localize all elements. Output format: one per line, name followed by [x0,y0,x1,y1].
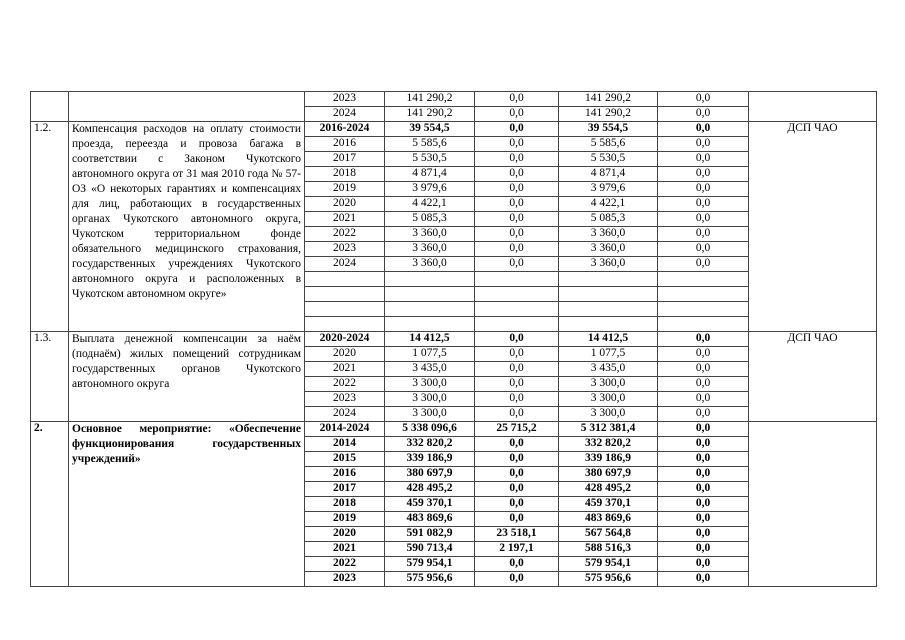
regional-cell: 1 077,5 [559,347,658,362]
other-cell: 0,0 [658,467,749,482]
other-cell: 0,0 [658,212,749,227]
federal-cell: 0,0 [475,167,559,182]
other-cell: 0,0 [658,362,749,377]
other-cell: 0,0 [658,167,749,182]
empty-cell [475,287,559,302]
year-cell: 2021 [305,362,385,377]
federal-cell: 0,0 [475,137,559,152]
federal-cell: 0,0 [475,482,559,497]
federal-cell: 2 197,1 [475,542,559,557]
year-cell: 2024 [305,257,385,272]
total-cell: 1 077,5 [385,347,475,362]
regional-cell: 14 412,5 [559,332,658,347]
federal-cell: 0,0 [475,212,559,227]
federal-cell: 0,0 [475,512,559,527]
empty-cell [305,272,385,287]
total-cell: 4 871,4 [385,167,475,182]
year-cell: 2015 [305,452,385,467]
regional-cell: 332 820,2 [559,437,658,452]
total-cell: 590 713,4 [385,542,475,557]
empty-cell [559,272,658,287]
federal-cell: 0,0 [475,227,559,242]
empty-cell [475,302,559,317]
empty-cell [475,272,559,287]
regional-cell: 459 370,1 [559,497,658,512]
regional-cell: 588 516,3 [559,542,658,557]
year-cell: 2019 [305,512,385,527]
year-cell: 2022 [305,377,385,392]
total-cell: 380 697,9 [385,467,475,482]
other-cell: 0,0 [658,542,749,557]
federal-cell: 0,0 [475,362,559,377]
section-number: 1.3. [31,332,69,422]
year-cell: 2022 [305,227,385,242]
year-cell: 2016 [305,467,385,482]
total-cell: 3 300,0 [385,377,475,392]
total-cell: 3 979,6 [385,182,475,197]
other-cell: 0,0 [658,422,749,437]
year-cell: 2022 [305,557,385,572]
executor-cell: ДСП ЧАО [749,122,877,332]
row-number-cell [31,92,69,122]
other-cell: 0,0 [658,227,749,242]
federal-cell: 0,0 [475,92,559,107]
other-cell: 0,0 [658,557,749,572]
table-row [31,332,877,347]
empty-cell [658,272,749,287]
total-cell: 141 290,2 [385,92,475,107]
executor-cell: ДСП ЧАО [749,332,877,422]
federal-cell: 0,0 [475,182,559,197]
federal-cell: 0,0 [475,572,559,587]
empty-cell [305,287,385,302]
other-cell: 0,0 [658,572,749,587]
regional-cell: 567 564,8 [559,527,658,542]
total-cell: 575 956,6 [385,572,475,587]
total-cell: 14 412,5 [385,332,475,347]
regional-cell: 483 869,6 [559,512,658,527]
year-cell: 2023 [305,242,385,257]
federal-cell: 0,0 [475,377,559,392]
other-cell: 0,0 [658,347,749,362]
other-cell: 0,0 [658,152,749,167]
total-cell: 5 530,5 [385,152,475,167]
other-cell: 0,0 [658,527,749,542]
empty-cell [305,302,385,317]
other-cell: 0,0 [658,497,749,512]
federal-cell: 0,0 [475,107,559,122]
other-cell: 0,0 [658,92,749,107]
regional-cell: 4 871,4 [559,167,658,182]
other-cell: 0,0 [658,122,749,137]
year-cell: 2021 [305,212,385,227]
empty-cell [559,287,658,302]
other-cell: 0,0 [658,257,749,272]
year-cell: 2016-2024 [305,122,385,137]
regional-cell: 339 186,9 [559,452,658,467]
other-cell: 0,0 [658,407,749,422]
other-cell: 0,0 [658,482,749,497]
other-cell: 0,0 [658,437,749,452]
year-cell: 2024 [305,407,385,422]
total-cell: 459 370,1 [385,497,475,512]
regional-cell: 380 697,9 [559,467,658,482]
empty-cell [305,317,385,332]
year-cell: 2016 [305,137,385,152]
federal-cell: 0,0 [475,467,559,482]
other-cell: 0,0 [658,197,749,212]
budget-table [30,91,877,587]
federal-cell: 0,0 [475,407,559,422]
section-number: 1.2. [31,122,69,332]
executor-cell [749,422,877,587]
federal-cell: 0,0 [475,122,559,137]
other-cell: 0,0 [658,182,749,197]
total-cell: 339 186,9 [385,452,475,467]
federal-cell: 0,0 [475,452,559,467]
year-cell: 2020 [305,527,385,542]
federal-cell: 0,0 [475,557,559,572]
regional-cell: 141 290,2 [559,107,658,122]
total-cell: 3 360,0 [385,257,475,272]
regional-cell: 141 290,2 [559,92,658,107]
row-name-cell [69,92,305,122]
empty-cell [385,302,475,317]
other-cell: 0,0 [658,377,749,392]
regional-cell: 3 360,0 [559,227,658,242]
year-cell: 2023 [305,92,385,107]
total-cell: 5 585,6 [385,137,475,152]
year-cell: 2019 [305,182,385,197]
regional-cell: 3 300,0 [559,407,658,422]
total-cell: 3 435,0 [385,362,475,377]
section-name: Выплата денежной компенсации за наём (поднаём) жилых помещений сотрудникам государственных органов Чукотского автономного округа [69,332,305,422]
empty-cell [658,317,749,332]
empty-cell [559,302,658,317]
regional-cell: 5 585,6 [559,137,658,152]
total-cell: 39 554,5 [385,122,475,137]
total-cell: 4 422,1 [385,197,475,212]
other-cell: 0,0 [658,452,749,467]
federal-cell: 0,0 [475,332,559,347]
federal-cell: 0,0 [475,437,559,452]
total-cell: 3 300,0 [385,407,475,422]
year-cell: 2018 [305,497,385,512]
regional-cell: 3 360,0 [559,242,658,257]
empty-cell [385,287,475,302]
table-row [31,122,877,137]
empty-cell [559,317,658,332]
other-cell: 0,0 [658,242,749,257]
total-cell: 3 300,0 [385,392,475,407]
table-body [31,92,877,587]
empty-cell [475,317,559,332]
total-cell: 3 360,0 [385,227,475,242]
total-cell: 579 954,1 [385,557,475,572]
other-cell: 0,0 [658,332,749,347]
federal-cell: 25 715,2 [475,422,559,437]
regional-cell: 3 300,0 [559,377,658,392]
year-cell: 2017 [305,482,385,497]
regional-cell: 5 312 381,4 [559,422,658,437]
regional-cell: 3 300,0 [559,392,658,407]
executor-cell [749,92,877,122]
federal-cell: 0,0 [475,497,559,512]
regional-cell: 3 435,0 [559,362,658,377]
regional-cell: 5 085,3 [559,212,658,227]
federal-cell: 0,0 [475,152,559,167]
total-cell: 5 085,3 [385,212,475,227]
section-number: 2. [31,422,69,587]
total-cell: 483 869,6 [385,512,475,527]
federal-cell: 0,0 [475,392,559,407]
empty-cell [658,302,749,317]
federal-cell: 0,0 [475,197,559,212]
regional-cell: 4 422,1 [559,197,658,212]
table-row [31,92,877,107]
federal-cell: 0,0 [475,257,559,272]
other-cell: 0,0 [658,107,749,122]
total-cell: 428 495,2 [385,482,475,497]
regional-cell: 428 495,2 [559,482,658,497]
federal-cell: 23 518,1 [475,527,559,542]
other-cell: 0,0 [658,392,749,407]
year-cell: 2023 [305,572,385,587]
other-cell: 0,0 [658,137,749,152]
year-cell: 2014 [305,437,385,452]
regional-cell: 3 979,6 [559,182,658,197]
regional-cell: 575 956,6 [559,572,658,587]
year-cell: 2014-2024 [305,422,385,437]
empty-cell [658,287,749,302]
year-cell: 2023 [305,392,385,407]
total-cell: 3 360,0 [385,242,475,257]
federal-cell: 0,0 [475,347,559,362]
other-cell: 0,0 [658,512,749,527]
year-cell: 2017 [305,152,385,167]
year-cell: 2024 [305,107,385,122]
empty-cell [385,317,475,332]
total-cell: 141 290,2 [385,107,475,122]
year-cell: 2020 [305,347,385,362]
regional-cell: 5 530,5 [559,152,658,167]
total-cell: 5 338 096,6 [385,422,475,437]
year-cell: 2020-2024 [305,332,385,347]
total-cell: 591 082,9 [385,527,475,542]
table-row [31,422,877,437]
regional-cell: 579 954,1 [559,557,658,572]
regional-cell: 39 554,5 [559,122,658,137]
section-name: Основное мероприятие: «Обеспечение функционирования государственных учреждений» [69,422,305,587]
empty-cell [385,272,475,287]
regional-cell: 3 360,0 [559,257,658,272]
federal-cell: 0,0 [475,242,559,257]
year-cell: 2018 [305,167,385,182]
section-name: Компенсация расходов на оплату стоимости проезда, переезда и провоза багажа в соответствии с Законом Чукотского автономного округа от 31 мая 2010 года № 57-ОЗ «О некоторых гарантиях и компенсациях для лиц, работающих в государственных органах Чукотского автономного округа, Чукотском территориальном фонде обязательного медицинского страхования, государственных учреждениях Чукотского автономного округа и расположенных в Чукотском автономном округе» [69,122,305,332]
year-cell: 2020 [305,197,385,212]
year-cell: 2021 [305,542,385,557]
total-cell: 332 820,2 [385,437,475,452]
